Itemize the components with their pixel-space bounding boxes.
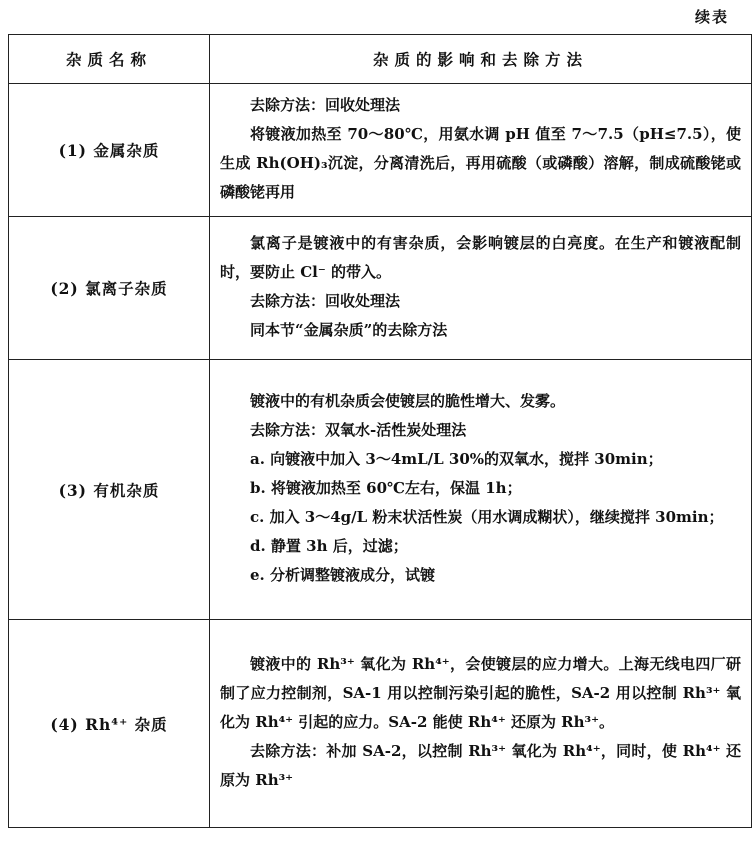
step-item: a. 向镀液中加入 3～4mL/L 30%的双氧水，搅拌 30min； <box>250 450 663 468</box>
impurity-description <box>210 84 752 217</box>
paragraph: 同本节“金属杂质”的去除方法 <box>250 321 448 339</box>
paragraph: 将镀液加热至 70～80℃，用氨水调 pH 值至 7～7.5（pH≤7.5），使生成 Rh(OH)₃沉淀，分离清洗后，再用硫酸（或磷酸）溶解，制成硫酸铑或磷酸铑再用 <box>220 125 741 201</box>
removal-method-label: 去除方法： <box>250 742 327 760</box>
table-header-row <box>9 35 752 84</box>
paragraph: 氯离子是镀液中的有害杂质，会影响镀层的白亮度。在生产和镀液配制时，要防止 Cl⁻ 的带入。 <box>220 234 741 281</box>
table-row <box>9 360 752 620</box>
impurity-name: (2) 氯离子杂质 <box>9 217 210 360</box>
impurity-description <box>210 620 752 828</box>
impurity-name: (1) 金属杂质 <box>9 84 210 217</box>
removal-method-label: 去除方法： <box>250 292 326 310</box>
removal-method-label: 去除方法： <box>250 421 326 439</box>
removal-method-text: 双氧水-活性炭处理法 <box>325 421 467 439</box>
step-item: e. 分析调整镀液成分，试镀 <box>250 566 435 584</box>
table-row <box>9 620 752 828</box>
step-item: b. 将镀液加热至 60℃左右，保温 1h； <box>250 479 522 497</box>
table-row <box>9 217 752 360</box>
removal-method-line <box>220 416 741 445</box>
removal-method-label: 去除方法： <box>250 96 326 114</box>
table-row <box>9 84 752 217</box>
impurity-table <box>8 34 752 828</box>
step-item: c. 加入 3～4g/L 粉末状活性炭（用水调成糊状），继续搅拌 30min； <box>250 508 724 526</box>
removal-method-text: 回收处理法 <box>325 292 401 310</box>
removal-method-line <box>220 737 741 795</box>
header-impact-and-removal: 杂质的影响和去除方法 <box>210 35 752 84</box>
step-item: d. 静置 3h 后，过滤； <box>250 537 408 555</box>
impurity-name: (4) Rh⁴⁺ 杂质 <box>9 620 210 828</box>
continued-label: 续表 <box>694 8 729 26</box>
removal-method-line <box>220 287 741 316</box>
paragraph: 镀液中的 Rh³⁺ 氧化为 Rh⁴⁺，会使镀层的应力增大。上海无线电四厂研制了应力控制剂，SA-1 用以控制污染引起的脆性，SA-2 用以控制 Rh³⁺ 氧化为 Rh⁴⁺ 引起的应力。SA-2 能使 Rh⁴⁺ 还原为 Rh³⁺。 <box>220 655 741 731</box>
impurity-description <box>210 360 752 620</box>
impurity-name: (3) 有机杂质 <box>9 360 210 620</box>
impurity-description <box>210 217 752 360</box>
removal-method-text: 回收处理法 <box>325 96 401 114</box>
header-impurity-name: 杂质名称 <box>9 35 210 84</box>
removal-method-text: 补加 SA-2，以控制 Rh³⁺ 氧化为 Rh⁴⁺，同时，使 Rh⁴⁺ 还原为 Rh³⁺ <box>220 742 741 789</box>
removal-method-line <box>220 91 741 120</box>
paragraph: 镀液中的有机杂质会使镀层的脆性增大、发雾。 <box>250 392 566 410</box>
